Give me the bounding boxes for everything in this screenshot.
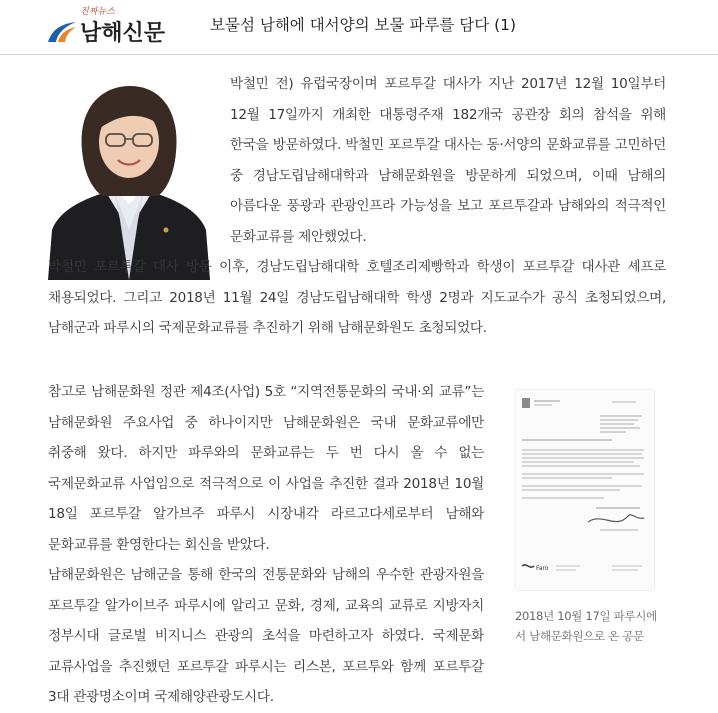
- letter-document-icon: [516, 390, 654, 590]
- paragraph-2: 박철민 포르투갈 대사 방문 이후, 경남도립남해대학 호텔조리제빵학과 학생이 포르투갈 대사관 셰프로 채용되었다. 그리고 2018년 11월 24일 경남도립남해대학 학생 2명과 지도교수가 공식 초청되었으며, 남해군과 파루시의 국제문화교류를 추진하기 위해 남해문화원도 초청되었다.: [48, 259, 666, 337]
- letter-caption: 2018년 10월 17일 파루시에서 남해문화원으로 온 공문: [515, 609, 657, 643]
- logo-wordmark: 남해신문: [80, 21, 166, 46]
- paragraph-3: 참고로 남해문화원 정관 제4조(사업) 5호 “지역전통문화의 국내·외 교류”는 남해문화원 주요사업 중 하나이지만 남해문화원은 국내 문화교류에만 취중해 왔다. 하지만 파루와의 문화교류는 두 번 다시 올 수 없는 국제문화교류 사업임으로 적극적으로 이 사업을 추진한 결과 2018년 10월 18일 포르투갈 알가브주 파루시 시장내각 라르고다세로부터 남해와 문화교류를 환영한다는 회신을 받았다.: [48, 384, 484, 553]
- author-photo: [48, 80, 210, 280]
- article-title: 보물섬 남해에 대서양의 보물 파루를 담다 (1): [210, 16, 517, 34]
- paragraph-1: 박철민 전) 유럽국장이며 포르투갈 대사가 지난 2017년 12월 10일부터 12월 17일까지 개최한 대통령주재 182개국 공관장 회의 참석을 위해 한국을 방문하였다. 박철민 포르투갈 대사는 동·서양의 문화교류를 고민하던 중 경남도립남해대학과 남해문화원을 방문하게 되었으며, 이때 남해의 아름다운 풍광과 관광인프라 가능성을 보고 포르투갈과 남해와의 적극적인 문화교류를 제안했었다.: [230, 76, 666, 245]
- official-letter-image: [516, 390, 654, 590]
- letter-footer-text: Faro: [536, 565, 549, 572]
- site-header: [0, 0, 718, 55]
- paragraph-4: 남해문화원은 남해군을 통해 한국의 전통문화와 남해의 우수한 관광자원을 포르투갈 알가이브주 파루시에 알리고 문화, 경제, 교육의 교류로 지방자치 정부시대 글로벌 비지니스 관광의 초석을 마련하고자 하였다. 국제문화 교류사업을 추진했던 포르투갈 파루시는 리스본, 포르투와 함께 포르투갈 3대 관광명소이며 국제해양관광도시다.: [48, 567, 484, 706]
- portrait-image: [48, 80, 210, 280]
- logo-tagline: 진짜뉴스: [80, 7, 115, 17]
- logo-mark-icon: [46, 20, 78, 44]
- site-logo[interactable]: [44, 4, 174, 48]
